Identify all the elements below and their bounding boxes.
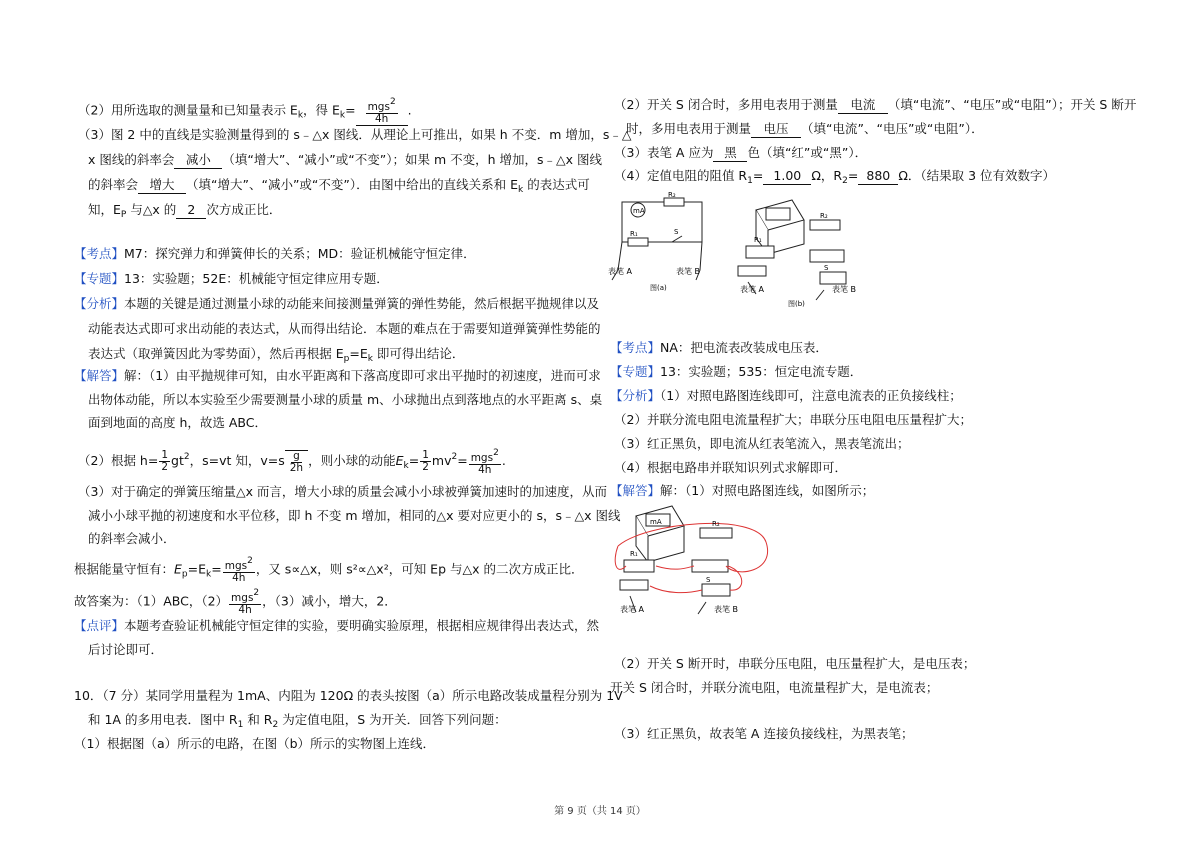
jieda3-line-3: 的斜率会减小．: [88, 531, 176, 546]
fraction: $\frac{\text{mgs2}}{4h}$: [367, 97, 396, 125]
r-answer-4: （3）红正黑负，故表笔 A 连接负接线柱，为黑表笔；: [614, 726, 914, 741]
fenxi-line-3: 表达式（取弹簧因此为零势面），然后再根据 $E_p=E_k$ 即可得出结论．: [88, 346, 465, 364]
pen-b-label-c: 表笔 B: [714, 605, 739, 614]
s-label-b: S: [824, 264, 829, 272]
kaodian-line: 【考点】M7：探究弹力和弹簧伸长的关系；MD：验证机械能守恒定律．: [74, 246, 476, 261]
q3-line-2: x 图线的斜率会 减小 （填“增大”、“减小”或“不变”）；如果 m 不变，h 增加，s﹣△x 图线: [88, 152, 602, 167]
text: ，得 E: [303, 102, 340, 118]
connected-apparatus-diagram: [606, 502, 784, 624]
r-q3-line: （3）表笔 A 应为 黑 色（填“红”或“黑”）．: [614, 145, 868, 160]
fenxi-line-2: 动能表达式即可求出动能的表达式，从而得出结论．本题的难点在于需要知道弹簧弹性势能的: [88, 321, 601, 336]
tag-kaodian: 【考点】: [610, 340, 661, 355]
tag-zhuanti: 【专题】: [74, 271, 125, 286]
r2-label-c: R₂: [712, 520, 720, 528]
tag-fenxi: 【分析】: [610, 388, 661, 403]
q2-line: [78, 97, 412, 126]
page-footer: 第 9 页（共 14 页）: [554, 806, 646, 817]
r-fenxi-line-2: （2）并联分流电阻电流量程扩大；串联分压电阻电压量程扩大；: [614, 412, 972, 427]
answer-blank: 减小: [174, 152, 222, 169]
s-label: S: [674, 228, 679, 236]
r-fenxi-line-4: （4）根据电路串并联知识列式求解即可．: [614, 460, 847, 475]
text: .: [407, 102, 412, 118]
answer-blank: 880: [858, 168, 898, 185]
jieda-eq-2: （2）根据 h= $\frac{1}{2}$ $gt^2$，s=vt 知，v=s $\frac{g}{2h}$ ，则小球的动能$E_k=$ $\frac{1}{2}$ $mv^2=$ $\frac{\text{mgs2}}{4h}$ .: [78, 447, 506, 476]
sqrt: $\frac{g}{2h}$: [285, 450, 308, 474]
text: （2）用所选取的测量量和已知量表示 E: [78, 102, 298, 118]
q3-line-1: （3）图 2 中的直线是实验测量得到的 s﹣△x 图线．从理论上可推出，如果 h 不变．m 增加，s﹣△: [78, 127, 632, 142]
fenxi-line-1: 【分析】本题的关键是通过测量小球的动能来间接测量弹簧的弹性势能，然后根据平抛规律以及: [74, 296, 600, 311]
jieda3-line-2: 减小小球平抛的初速度和水平位移，即 h 不变 m 增加，相同的△x 要对应更小的 s，s﹣△x 图线: [88, 508, 621, 523]
r1-label-c: R₁: [630, 550, 638, 558]
tag-jieda: 【解答】: [610, 483, 661, 498]
r1-label-b: R₁: [754, 236, 762, 244]
fig-a-label: 图(a): [650, 284, 667, 292]
r-q4-line: （4）定值电阻的阻值 $R_1= 1.00$ Ω，$R_2= 880$ Ω．（结果取 3 位有效数字）: [614, 168, 1056, 186]
tag-jieda: 【解答】: [74, 368, 125, 383]
q3-line-3: 的斜率会 增大 （填“增大”、“减小”或“不变”）．由图中给出的直线关系和 $E_k$ 的表达式可: [88, 177, 590, 195]
circuit-diagram-a: [608, 190, 718, 298]
answer-blank: [356, 97, 408, 126]
tag-kaodian: 【考点】: [74, 246, 125, 261]
r-q2-line-2: 时，多用电表用于测量 电压 （填“电流”、“电压”或“电阻”）．: [626, 121, 984, 136]
answer-blank: 黑: [713, 145, 747, 162]
tag-dianping: 【点评】: [74, 618, 125, 633]
q10-line-1: 10．（7 分）某同学用量程为 1mA、内阻为 120Ω 的表头按图（a）所示电路改装成量程分别为 1V: [74, 688, 623, 703]
answer-blank: 2: [176, 202, 206, 219]
r-fenxi-line-1: 【分析】（1）对照电路图连线即可，注意电流表的正负接线柱；: [610, 388, 962, 403]
r-answer-3: 开关 S 闭合时，并联分流电阻，电流量程扩大，是电流表；: [610, 680, 939, 695]
answer-blank: 1.00: [763, 168, 811, 185]
answer-line: 故答案为：（1）ABC，（2） $\frac{\text{mgs2}}{4h}$ ，（3）减小，增大，2．: [74, 588, 397, 616]
ma-label-c: mA: [650, 518, 662, 526]
r-jieda-line: 【解答】解：（1）对照电路图连线，如图所示；: [610, 483, 875, 498]
r-kaodian-line: 【考点】NA：把电流表改装成电压表．: [610, 340, 828, 355]
tag-fenxi: 【分析】: [74, 296, 125, 311]
jieda3-line-1: （3）对于确定的弹簧压缩量△x 而言，增大小球的质量会减小小球被弹簧加速时的加速度，从而: [78, 484, 607, 499]
q10-line-2: 和 1A 的多用电表．图中 $R_1$ 和 $R_2$ 为定值电阻，S 为开关．回答下列问题：: [88, 712, 507, 730]
r2-label: R₂: [668, 191, 676, 199]
energy-line: 根据能量守恒有：$E_p=E_k=$ $\frac{\text{mgs2}}{4h}$ ，又 s∝△x，则 s²∝△x²，可知 Ep 与△x 的二次方成正比．: [74, 556, 584, 584]
r1-label: R₁: [630, 230, 638, 238]
q10-line-3: （1）根据图（a）所示的电路，在图（b）所示的实物图上连线．: [74, 736, 436, 751]
pen-a-label: 表笔 A: [608, 267, 633, 276]
r-q2-line-1: （2）开关 S 闭合时，多用电表用于测量 电流 （填“电流”、“电压”或“电阻”）；开关 S 断开: [614, 97, 1137, 112]
apparatus-diagram-b: [728, 190, 888, 310]
jieda-line-3: 面到地面的高度 h，故选 ABC．: [88, 415, 268, 430]
dianping-line-1: 【点评】本题考查验证机械能守恒定律的实验，要明确实验原理，根据相应规律得出表达式，然: [74, 618, 600, 633]
jieda-line-2: 出物体动能，所以本实验至少需要测量小球的质量 m、小球抛出点到落地点的水平距离 s、桌: [88, 392, 603, 407]
jieda-line-1: 【解答】解：（1）由平抛规律可知，由水平距离和下落高度即可求出平抛时的初速度，进而可求: [74, 368, 601, 383]
tag-zhuanti: 【专题】: [610, 364, 661, 379]
r-answer-2: （2）开关 S 断开时，串联分压电阻，电压量程扩大，是电压表；: [614, 656, 976, 671]
q3-line-4: 知，$E_P$ 与△x 的 2 次方成正比．: [88, 202, 282, 220]
text: =: [345, 102, 356, 118]
answer-blank: 电流: [838, 97, 888, 114]
pen-b-label: 表笔 B: [676, 267, 701, 276]
ma-label: mA: [633, 207, 645, 215]
fig-b-label: 图(b): [788, 300, 805, 308]
pen-a-label-b: 表笔 A: [740, 285, 765, 294]
r-zhuanti-line: 【专题】13：实验题；535：恒定电流专题．: [610, 364, 863, 379]
r-fenxi-line-3: （3）红正黑负，即电流从红表笔流入，黑表笔流出；: [614, 436, 910, 451]
pen-b-label-b: 表笔 B: [832, 285, 857, 294]
text: k: [297, 110, 304, 121]
r2-label-b: R₂: [820, 212, 828, 220]
zhuanti-line: 【专题】13：实验题；52E：机械能守恒定律应用专题．: [74, 271, 389, 286]
answer-blank: 增大: [138, 177, 186, 194]
answer-blank: 电压: [751, 121, 801, 138]
pen-a-label-c: 表笔 A: [620, 605, 645, 614]
dianping-line-2: 后讨论即可．: [88, 642, 164, 657]
s-label-c: S: [706, 576, 711, 584]
text: k: [339, 110, 346, 121]
